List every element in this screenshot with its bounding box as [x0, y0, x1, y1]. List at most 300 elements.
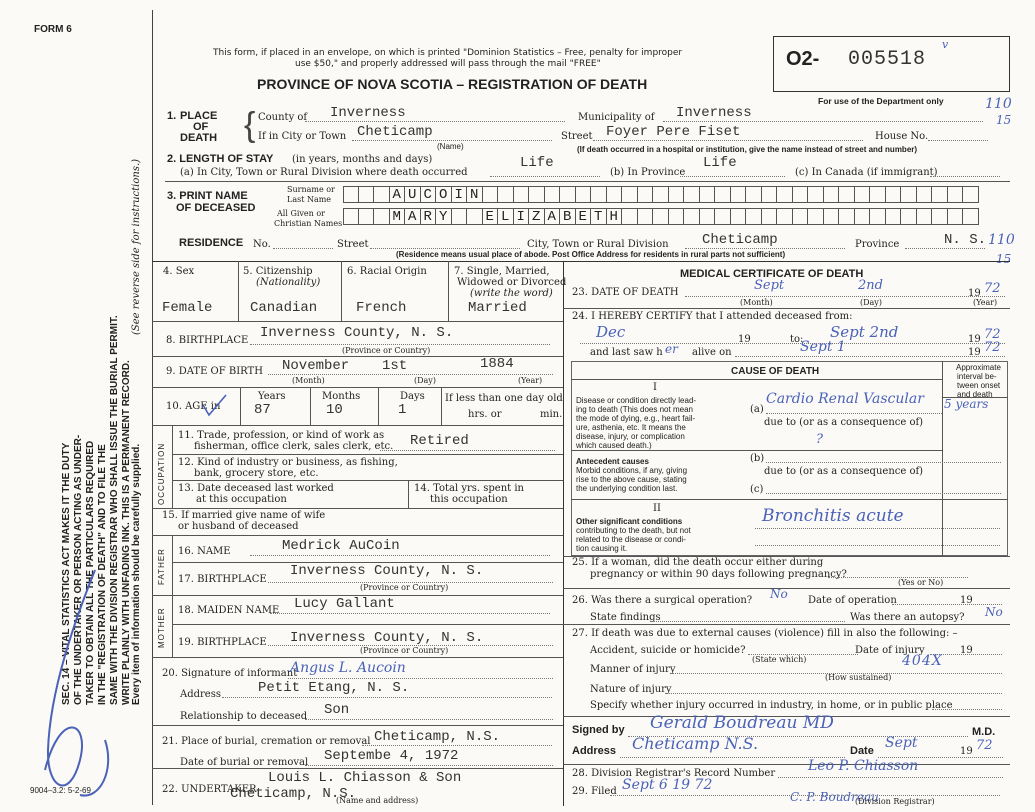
given-name-cell: L: [498, 208, 514, 225]
place-label-c: DEATH: [180, 132, 218, 144]
signed-by-label: Signed by: [572, 724, 625, 736]
surname-cell: [824, 186, 840, 203]
dob-year: 1884: [480, 356, 514, 372]
antecedent-b: Morbid conditions, if any, giving: [576, 466, 688, 475]
alive-year: 72: [984, 340, 1001, 355]
age-years: 87: [254, 402, 271, 418]
dob-day: 1st: [382, 358, 408, 374]
due-to-a: due to (or as a consequence of): [764, 417, 924, 428]
surname-cell: [715, 186, 731, 203]
surname-cell: [622, 186, 638, 203]
surname-cell: [886, 186, 902, 203]
residence-city-label: City, Town or Rural Division: [527, 239, 669, 250]
attend-from: Dec: [596, 323, 626, 341]
q14-label-b: this occupation: [430, 494, 508, 505]
relation-value: Son: [324, 702, 350, 718]
marital-label-a: 7. Single, Married,: [454, 266, 550, 277]
cause-a-value: Cardio Renal Vascular: [766, 391, 924, 407]
last-saw-label: and last saw h: [590, 347, 663, 358]
informant-signature: Angus L. Aucoin: [290, 660, 406, 676]
cause-title: CAUSE OF DEATH: [731, 366, 820, 377]
surname-cell: O: [436, 186, 452, 203]
attend-to: Sept 2nd: [830, 323, 899, 341]
filed-date: Sept 6 19 72: [622, 777, 713, 793]
cause-b-label: (b): [750, 453, 765, 464]
marital-label-c: (write the word): [470, 288, 553, 299]
physician-signature: Gerald Boudreau MD: [650, 713, 834, 733]
manner-label: Manner of injury: [590, 664, 676, 675]
stay-a-value: Life: [520, 155, 554, 171]
op-year-prefix: 19: [960, 595, 973, 606]
division-registrar-sub: (Division Registrar): [855, 797, 935, 806]
surname-cell: [343, 186, 359, 203]
accident-label: Accident, suicide or homicide?: [590, 645, 746, 656]
dept-use-label: For use of the Department only: [818, 96, 944, 106]
sign-date: Sept: [885, 735, 918, 751]
q11-label-a: 11. Trade, profession, or kind of work as: [178, 430, 385, 441]
given-name-cell: H: [607, 208, 623, 225]
surname-cell: [545, 186, 561, 203]
sign-year: 72: [976, 738, 993, 753]
specify-label: Specify whether injury occurred in industry, in home, or in public place: [590, 700, 953, 711]
sex-label: 4. Sex: [163, 266, 195, 277]
q14-label-a: 14. Total yrs. spent in: [414, 483, 524, 494]
given-name-cell: A: [405, 208, 421, 225]
age-months: 10: [326, 402, 343, 418]
surname-label-a: Surname or: [287, 185, 335, 194]
relation-label: Relationship to deceased: [180, 711, 308, 722]
informant-address-label: Address: [180, 689, 221, 700]
margin-text-4: IN THE "REGISTRATION OF DEATH" AND TO FILE THE: [97, 444, 108, 705]
registrar-record: Leo P. Chiasson: [808, 758, 919, 774]
injury-date-label: Date of injury: [855, 645, 925, 656]
other-a: Other significant conditions: [576, 517, 683, 526]
form-number: FORM 6: [34, 24, 72, 35]
residence-note: (Residence means usual place of abode. Post Office Address for residents in rural parts not sufficient): [396, 250, 786, 259]
given-name-cell: [824, 208, 840, 225]
given-name-cell: [715, 208, 731, 225]
cause-a-interval: 5 years: [944, 397, 989, 411]
mother-birthplace: Inverness County, N. S.: [290, 630, 484, 646]
reg-check: v: [942, 38, 949, 51]
surname-cell: C: [421, 186, 437, 203]
given-name-cell: Y: [436, 208, 452, 225]
marital-value: Married: [468, 300, 527, 316]
given-name-cell: [839, 208, 855, 225]
occupation-side-label: OCCUPATION: [157, 442, 166, 505]
father-birthplace-sub: (Province or Country): [360, 583, 449, 592]
margin-rule: [152, 10, 153, 805]
print-name-label-b: OF DECEASED: [176, 202, 256, 214]
date-label: Date: [850, 745, 874, 757]
mail-notice-1: This form, if placed in an envelope, on which is printed "Dominion Statistics – Free, penalty for improper: [213, 48, 683, 58]
hrs-label: hrs. or: [468, 409, 502, 420]
undertaker-sub: (Name and address): [336, 796, 419, 805]
address-label: Address: [572, 745, 617, 757]
father-name: Medrick AuCoin: [282, 538, 400, 554]
surname-cell: [560, 186, 576, 203]
to-label: to:: [790, 334, 804, 345]
racial-label: 6. Racial Origin: [347, 266, 427, 277]
surname-cell: [808, 186, 824, 203]
given-name-cell: [731, 208, 747, 225]
margin-text-5: SAME WITH THE DIVISION REGISTRAR WHO SHALL ISSUE THE BURIAL PERMIT.: [109, 315, 120, 705]
given-name-cell: T: [591, 208, 607, 225]
death-year-sub: (Year): [973, 298, 998, 307]
stay-b-label: (b) In Province: [610, 167, 686, 178]
surname-cell: [777, 186, 793, 203]
death-year: 72: [984, 281, 1001, 296]
stay-b-value: Life: [703, 155, 737, 171]
stay-sub: (in years, months and days): [292, 154, 433, 165]
age-label: 10. AGE in: [166, 401, 221, 412]
op-date-label: Date of operation: [808, 595, 897, 606]
residence-street-label: Street: [337, 239, 369, 250]
surname-cell: [762, 186, 778, 203]
surname-cell: [483, 186, 499, 203]
antecedent-a: Antecedent causes: [576, 457, 649, 466]
given-name-cell: [963, 208, 979, 225]
to-year-prefix: 19: [968, 334, 981, 345]
interval-label-c: tween onset: [957, 381, 1001, 390]
disease-b: ing to death (This does not mean: [576, 405, 693, 414]
given-name-cell: [948, 208, 964, 225]
surname-cell: [529, 186, 545, 203]
nature-label: Nature of injury: [590, 684, 672, 695]
margin-text-3: TAKER TO OBTAIN ALL THE PARTICULARS REQUIRED: [85, 440, 96, 705]
dob-month: November: [282, 358, 350, 374]
interval-label-b: interval be-: [957, 372, 997, 381]
margin-text-8: Every item of information should be carefully supplied.: [131, 443, 142, 705]
months-label: Months: [322, 391, 361, 402]
disease-d: ure, asthenia, etc. It means the: [576, 423, 686, 432]
burial-date-label: Date of burial or removal: [180, 757, 309, 768]
father-birthplace: Inverness County, N. S.: [290, 563, 484, 579]
citizenship-sub: (Nationality): [256, 277, 321, 288]
county-value: Inverness: [330, 105, 406, 121]
given-name-cell: [855, 208, 871, 225]
surname-cell: [917, 186, 933, 203]
citizenship-label: 5. Citizenship: [243, 266, 313, 277]
surname-cell: [963, 186, 979, 203]
given-name-cell: [359, 208, 375, 225]
dob-day-sub: (Day): [414, 376, 436, 385]
birthplace-sub: (Province or Country): [342, 346, 431, 355]
given-name-cell: E: [483, 208, 499, 225]
reg-prefix: O2-: [786, 48, 820, 70]
undertaker-address: Cheticamp, N.S.: [230, 786, 357, 802]
place-label-a: PLACE: [180, 110, 218, 122]
surname-cell: [684, 186, 700, 203]
surname-cell: [576, 186, 592, 203]
residence-province-label: Province: [855, 239, 900, 250]
given-name-cell: [700, 208, 716, 225]
q26-label: 26. Was there a surgical operation?: [572, 595, 753, 606]
surname-cell: [607, 186, 623, 203]
antecedent-c: rise to the above cause, stating: [576, 475, 687, 484]
given-name-grid: [343, 208, 979, 225]
burial-place-label: 21. Place of burial, cremation or removal: [162, 736, 371, 747]
q29-label: 29. Filed: [572, 786, 617, 797]
cause-c-label: (c): [750, 484, 764, 495]
name-sub-label: (Name): [437, 142, 464, 151]
city-label: If in City or Town: [258, 131, 347, 142]
min-label: min.: [540, 409, 563, 420]
dept-code-2: 15: [996, 113, 1012, 127]
given-name-cell: [684, 208, 700, 225]
surname-cell: [901, 186, 917, 203]
certify-label: 24. I HEREBY CERTIFY that I attended deceased from:: [572, 311, 853, 322]
residence-label: RESIDENCE: [179, 237, 244, 249]
mother-maiden-label: 18. MAIDEN NAME: [178, 605, 280, 616]
alive-year-prefix: 19: [968, 347, 981, 358]
q25-label-a: 25. If a woman, did the death occur either during: [572, 557, 824, 568]
given-name-cell: [669, 208, 685, 225]
residence-no-label: No.: [253, 239, 271, 250]
surname-cell: [700, 186, 716, 203]
sex-value: Female: [162, 300, 213, 316]
years-label: Years: [258, 391, 286, 402]
q25-label-b: pregnancy or within 90 days following pregnancy?: [590, 569, 847, 580]
q12-label-b: bank, grocery store, etc.: [194, 468, 319, 479]
reg-number: 005518: [848, 48, 927, 71]
surname-cell: I: [452, 186, 468, 203]
form-code: 9004–3.2: 5-2-69: [30, 786, 91, 795]
death-day-sub: (Day): [860, 298, 882, 307]
given-name-cell: I: [514, 208, 530, 225]
surname-cell: [653, 186, 669, 203]
racial-value: French: [356, 300, 407, 316]
father-name-label: 16. NAME: [178, 546, 231, 557]
q15-label-a: 15. If married give name of wife: [162, 510, 326, 521]
margin-text-2: OF THE UNDERTAKER OR PERSON ACTING AS UNDER-: [73, 434, 84, 705]
given-name-cell: [886, 208, 902, 225]
given-name-cell: [777, 208, 793, 225]
stay-a-label: (a) In City, Town or Rural Division where death occurred: [180, 167, 468, 178]
other-d: tion causing it.: [576, 544, 628, 553]
given-name-cell: A: [545, 208, 561, 225]
surname-cell: [746, 186, 762, 203]
age-check-mark: [200, 393, 230, 418]
place-label-b: OF: [193, 121, 209, 133]
given-name-cell: [343, 208, 359, 225]
physician-address: Cheticamp N.S.: [632, 734, 759, 753]
cause-a-label: (a): [750, 404, 764, 415]
death-month: Sept: [754, 278, 785, 293]
surname-cell: [948, 186, 964, 203]
given-name-cell: Z: [529, 208, 545, 225]
to-year: 72: [984, 327, 1001, 342]
surgery-value: No: [770, 587, 788, 601]
given-label-b: Christian Names: [274, 219, 343, 228]
mother-side-label: MOTHER: [157, 607, 166, 648]
given-name-cell: [622, 208, 638, 225]
q12-label-a: 12. Kind of industry or business, as fishing,: [178, 457, 398, 468]
alive-label: alive on: [692, 347, 732, 358]
stay-c-label: (c) In Canada (if immigrant): [795, 167, 938, 178]
q15-label-b: or husband of deceased: [178, 521, 299, 532]
last-saw-pronoun: er: [665, 342, 678, 356]
how-sustained-sub: (How sustained): [825, 673, 892, 682]
hospital-note: (If death occurred in a hospital or institution, give the name instead of street and number): [577, 145, 918, 154]
surname-cell: [514, 186, 530, 203]
less-day-label: If less than one day old: [445, 393, 563, 404]
birthplace-label: 8. BIRTHPLACE: [166, 335, 249, 346]
given-name-cell: [746, 208, 762, 225]
father-birthplace-label: 17. BIRTHPLACE: [178, 574, 267, 585]
given-name-cell: B: [560, 208, 576, 225]
undertaker-label: 22. UNDERTAKER: [162, 784, 257, 795]
marital-label-b: Widowed or Divorced: [457, 277, 567, 288]
given-name-cell: [467, 208, 483, 225]
surname-cell: [839, 186, 855, 203]
mother-birthplace-label: 19. BIRTHPLACE: [178, 637, 267, 648]
print-name-label-a: 3. PRINT NAME: [167, 190, 248, 202]
margin-text-6: WRITE PLAINLY WITH UNFADING INK. THIS IS A PERMANENT RECORD.: [121, 360, 132, 705]
from-year-prefix: 19: [738, 334, 751, 345]
street-value: Foyer Pere Fiset: [606, 124, 741, 140]
q27-label: 27. If death was due to external causes (violence) fill in also the following: –: [572, 628, 958, 639]
county-label: County of: [258, 112, 308, 123]
mother-maiden: Lucy Gallant: [294, 596, 395, 612]
mother-birthplace-sub: (Province or Country): [360, 646, 449, 655]
city-value: Cheticamp: [357, 124, 433, 140]
surname-cell: [498, 186, 514, 203]
death-year-prefix: 19: [968, 288, 981, 299]
citizenship-value: Canadian: [250, 300, 318, 316]
given-label-a: All Given or: [277, 209, 325, 218]
given-name-cell: [808, 208, 824, 225]
q28-label: 28. Division Registrar's Record Number: [572, 768, 776, 779]
surname-grid: [343, 186, 979, 203]
interval-label-a: Approximate: [956, 363, 1001, 372]
given-name-cell: [638, 208, 654, 225]
informant-address: Petit Etang, N. S.: [258, 680, 410, 696]
section-i: I: [653, 382, 657, 393]
disease-f: which caused death.): [576, 441, 652, 450]
informant-sig-label: 20. Signature of informant: [162, 668, 298, 679]
registrar-signature: C. P. Boudreau: [790, 790, 879, 804]
margin-text-1: SEC. 14 – VITAL STATISTICS ACT MAKES IT THE DUTY: [61, 442, 72, 705]
surname-cell: [374, 186, 390, 203]
disease-e: disease, injury, or complication: [576, 432, 685, 441]
surname-cell: [870, 186, 886, 203]
surname-cell: [932, 186, 948, 203]
birthplace-value: Inverness County, N. S.: [260, 325, 454, 341]
page-title: PROVINCE OF NOVA SCOTIA – REGISTRATION OF DEATH: [257, 76, 648, 92]
stay-label: 2. LENGTH OF STAY: [167, 153, 274, 165]
residence-province: N. S.: [944, 232, 987, 248]
injury-year-prefix: 19: [960, 645, 973, 656]
dob-label: 9. DATE OF BIRTH: [166, 366, 263, 377]
given-name-cell: [901, 208, 917, 225]
surname-label-b: Last Name: [287, 195, 332, 204]
due-to-b: due to (or as a consequence of): [764, 466, 924, 477]
occupation-value: Retired: [410, 433, 469, 449]
q13-label-a: 13. Date deceased last worked: [178, 483, 334, 494]
q11-label-b: fisherman, office clerk, sales clerk, etc.: [194, 441, 394, 452]
father-side-label: FATHER: [157, 548, 166, 585]
death-day: 2nd: [858, 278, 883, 293]
margin-pen-scribble: [20, 560, 130, 810]
disease-c: the mode of dying, e.g., heart fail-: [576, 414, 696, 423]
dob-month-sub: (Month): [292, 376, 325, 385]
state-findings-label: State findings: [590, 612, 661, 623]
q13-label-b: at this occupation: [196, 494, 287, 505]
street-label: Street: [561, 131, 593, 142]
given-name-cell: [793, 208, 809, 225]
given-name-cell: [653, 208, 669, 225]
given-name-cell: [452, 208, 468, 225]
surname-cell: [793, 186, 809, 203]
given-name-cell: M: [390, 208, 406, 225]
mail-notice-2: use $50," and properly addressed will pass through the mail "FREE": [295, 59, 601, 69]
house-label: House No.: [875, 131, 929, 142]
brace: {: [244, 106, 256, 144]
interval-label-d: and death: [957, 390, 993, 399]
residence-code-2: 15: [996, 252, 1012, 266]
age-days: 1: [398, 402, 407, 418]
due-to-mark: ?: [816, 432, 823, 447]
medical-title: MEDICAL CERTIFICATE OF DEATH: [680, 268, 864, 280]
md-label: M.D.: [972, 726, 996, 738]
disease-a: Disease or condition directly lead-: [576, 396, 697, 405]
other-b: contributing to the death, but not: [576, 526, 691, 535]
surname-cell: U: [405, 186, 421, 203]
sign-year-prefix: 19: [960, 746, 973, 757]
surname-cell: A: [390, 186, 406, 203]
section-ii: II: [653, 503, 661, 514]
yes-no-sub: (Yes or No): [898, 578, 944, 587]
autopsy-value: No: [985, 605, 1003, 619]
autopsy-label: Was there an autopsy?: [850, 612, 965, 623]
other-conditions-value: Bronchitis acute: [762, 506, 904, 526]
other-c: related to the disease or condi-: [576, 535, 686, 544]
death-date-label: 23. DATE OF DEATH: [572, 287, 679, 298]
dept-code-1: 110: [985, 96, 1012, 112]
surname-cell: N: [467, 186, 483, 203]
undertaker-name: Louis L. Chiasson & Son: [268, 770, 462, 786]
surname-cell: [638, 186, 654, 203]
given-name-cell: [762, 208, 778, 225]
surname-cell: [591, 186, 607, 203]
dob-year-sub: (Year): [518, 376, 543, 385]
given-name-cell: [917, 208, 933, 225]
burial-date: Septembe 4, 1972: [324, 748, 459, 764]
surname-cell: [855, 186, 871, 203]
given-name-cell: E: [576, 208, 592, 225]
state-which-sub: (State which): [752, 655, 807, 664]
antecedent-d: the underlying condition last.: [576, 484, 678, 493]
burial-place: Cheticamp, N.S.: [374, 729, 501, 745]
residence-code-1: 110: [988, 232, 1015, 248]
alive-date: Sept 1: [800, 339, 846, 355]
municipality-label: Municipality of: [578, 112, 655, 123]
surname-cell: [731, 186, 747, 203]
residence-city: Cheticamp: [702, 232, 778, 248]
given-name-cell: R: [421, 208, 437, 225]
municipality-value: Inverness: [676, 105, 752, 121]
place-label-num: 1.: [167, 110, 177, 122]
surname-cell: [359, 186, 375, 203]
manner-code: 404X: [902, 653, 943, 669]
days-label: Days: [400, 391, 425, 402]
death-month-sub: (Month): [740, 298, 773, 307]
given-name-cell: [932, 208, 948, 225]
given-name-cell: [374, 208, 390, 225]
surname-cell: [669, 186, 685, 203]
given-name-cell: [870, 208, 886, 225]
